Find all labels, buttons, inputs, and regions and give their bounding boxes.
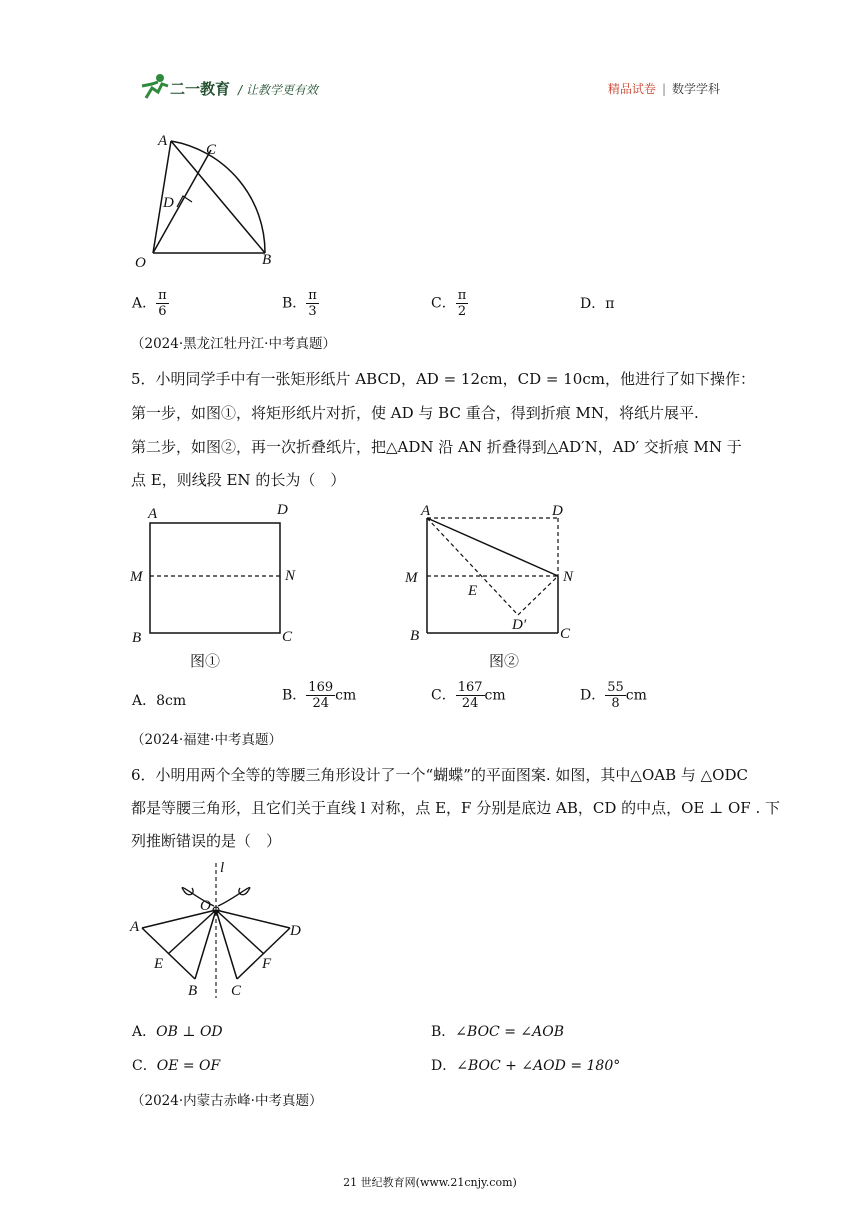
unit: cm xyxy=(625,687,647,704)
denominator: 24 xyxy=(461,696,479,711)
q5-line-2: 第一步，如图①，将矩形纸片对折，使 AD 与 BC 重合，得到折痕 MN，将纸片展平. xyxy=(131,404,699,422)
q5-line-3: 第二步，如图②，再一次折叠纸片，把△ADN 沿 AN 折叠得到△AD′N，AD′ 交折痕 MN 于 xyxy=(131,438,742,456)
q6-source: （2024·福建·中考真题） xyxy=(131,732,282,748)
tag-premium: 精品试卷 xyxy=(607,82,656,96)
label-B: B xyxy=(188,983,198,999)
option-label: D． xyxy=(580,687,606,704)
label-D: D xyxy=(290,923,301,939)
label-C: C xyxy=(560,626,571,642)
label-C: C xyxy=(206,142,217,158)
runner-logo-icon xyxy=(138,72,172,100)
option-label: C． xyxy=(431,295,456,312)
label-F: F xyxy=(262,956,272,972)
q6-line-2: 都是等腰三角形，且它们关于直线 l 对称，点 E，F 分别是底边 AB，CD 的中点，OE ⊥ OF . 下 xyxy=(131,799,781,817)
q6-line-3: 列推断错误的是（ ） xyxy=(131,832,282,850)
label-O: O xyxy=(135,255,146,271)
fraction xyxy=(456,680,485,711)
q4-option-c[interactable] xyxy=(431,288,468,319)
label-M: M xyxy=(405,570,418,586)
label-D: D xyxy=(277,502,288,518)
q4-option-a[interactable] xyxy=(132,288,169,319)
label-A: A xyxy=(148,506,158,522)
label-D: D xyxy=(552,503,563,519)
option-value: ∠BOC = ∠AOB xyxy=(455,1024,565,1040)
tag-subject: 数学学科 xyxy=(671,82,720,96)
label-B: B xyxy=(410,628,420,644)
header-logo xyxy=(138,72,348,102)
q5-option-d[interactable] xyxy=(580,680,647,711)
fraction xyxy=(605,680,626,711)
option-value: 8cm xyxy=(156,693,187,709)
label-A: A xyxy=(158,133,168,149)
fraction xyxy=(306,680,335,711)
numerator: 167 xyxy=(457,680,483,695)
denominator: 3 xyxy=(308,304,317,319)
label-E: E xyxy=(468,583,478,599)
header-tags xyxy=(608,80,720,97)
numerator: 169 xyxy=(308,680,334,695)
q5-line-4: 点 E，则线段 EN 的长为（ ） xyxy=(131,471,346,489)
option-label: A． xyxy=(132,693,157,709)
q6-option-d[interactable] xyxy=(431,1055,620,1075)
q5-option-a[interactable] xyxy=(132,690,186,710)
q5-option-c[interactable] xyxy=(431,680,506,711)
q5-line-1: 5．小明同学手中有一张矩形纸片 ABCD，AD = 12cm，CD = 10cm，他进行了如下操作： xyxy=(131,370,755,388)
numerator: 55 xyxy=(607,680,624,695)
q6-option-a[interactable] xyxy=(132,1021,223,1041)
fraction xyxy=(456,288,469,319)
figure-1 xyxy=(128,496,318,671)
numerator: π xyxy=(308,288,317,303)
option-label: B． xyxy=(282,687,307,704)
denominator: 24 xyxy=(312,696,329,711)
label-D: D xyxy=(163,195,174,211)
q5-option-b[interactable] xyxy=(282,680,356,711)
q4-option-d[interactable] xyxy=(580,293,614,313)
label-A: A xyxy=(130,919,140,935)
sector-figure xyxy=(128,128,288,273)
option-value: OE = OF xyxy=(156,1058,221,1074)
label-B: B xyxy=(262,252,272,268)
fraction xyxy=(156,288,169,319)
caption-figure-1: 图① xyxy=(190,652,221,670)
label-D-prime: D′ xyxy=(512,617,527,633)
label-C: C xyxy=(282,629,293,645)
q7-source: （2024·内蒙古赤峰·中考真题） xyxy=(131,1093,323,1109)
label-l: l xyxy=(220,860,225,876)
option-label: B． xyxy=(282,295,307,312)
label-M: M xyxy=(130,569,143,585)
option-label: B． xyxy=(431,1024,456,1040)
unit: cm xyxy=(335,687,357,704)
option-value: ∠BOC + ∠AOD = 180° xyxy=(456,1058,621,1074)
label-B: B xyxy=(132,630,142,646)
page-footer: 21 世纪教育网(www.21cnjy.com) xyxy=(343,1176,517,1189)
denominator: 2 xyxy=(457,304,467,319)
label-A: A xyxy=(421,503,431,519)
option-label: D． xyxy=(580,296,606,312)
caption-figure-2: 图② xyxy=(489,652,520,670)
numerator: π xyxy=(457,288,467,303)
option-value: OB ⊥ OD xyxy=(156,1024,223,1040)
numerator: π xyxy=(158,288,167,303)
q6-option-b[interactable] xyxy=(431,1021,564,1041)
option-label: A． xyxy=(132,1024,157,1040)
label-N: N xyxy=(285,568,296,584)
label-E: E xyxy=(154,956,164,972)
butterfly-figure xyxy=(126,858,316,1003)
label-O: O xyxy=(200,898,211,914)
figure-2 xyxy=(400,496,590,671)
q4-option-b[interactable] xyxy=(282,288,319,319)
slogan: / 让教学更有效 xyxy=(238,83,318,97)
q5-source: （2024·黑龙江牡丹江·中考真题） xyxy=(131,336,336,352)
tag-separator: | xyxy=(661,82,666,96)
option-label: C． xyxy=(132,1058,157,1074)
denominator: 6 xyxy=(158,304,167,319)
q6-option-c[interactable] xyxy=(132,1055,220,1075)
option-label: D． xyxy=(431,1058,457,1074)
unit: cm xyxy=(484,687,506,704)
option-label: A． xyxy=(132,295,157,312)
q6-line-1: 6．小明用两个全等的等腰三角形设计了一个“蝴蝶”的平面图案. 如图，其中△OAB 与 △ODC xyxy=(131,766,748,784)
logo-text: 二一教育 xyxy=(170,80,231,98)
denominator: 8 xyxy=(611,696,620,711)
fraction xyxy=(306,288,319,319)
label-C: C xyxy=(231,983,242,999)
label-N: N xyxy=(563,569,574,585)
option-label: C． xyxy=(431,687,456,704)
option-value: π xyxy=(605,296,615,312)
